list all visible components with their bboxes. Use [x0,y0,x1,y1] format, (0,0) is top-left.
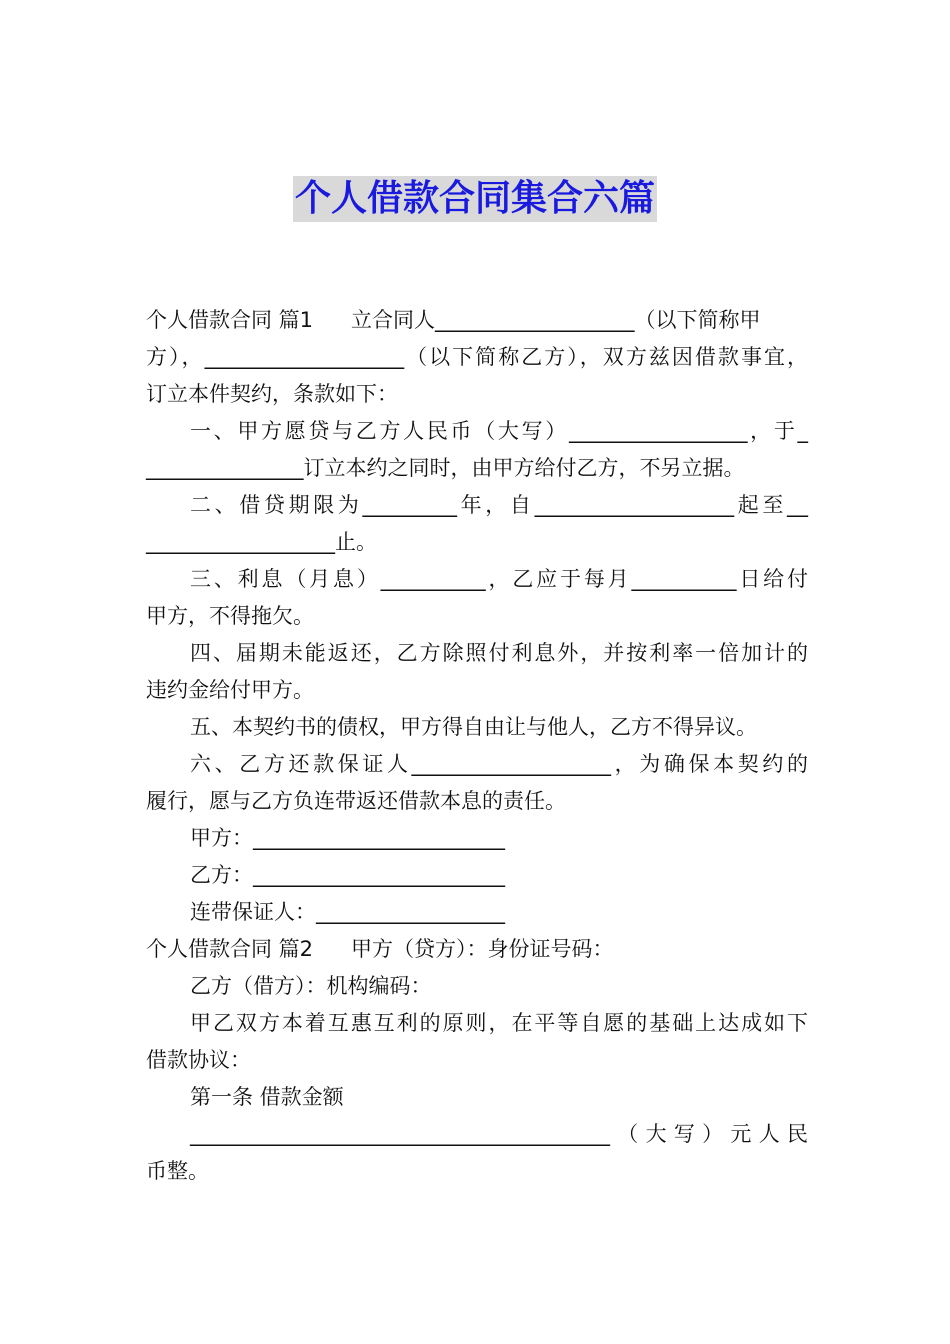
paragraph-line: 三、利息（月息）__________，乙应于每月__________日给付 [190,567,808,591]
paragraph-line: __________________止。 [146,530,377,554]
paragraph-line: 履行，愿与乙方负连带返还借款本息的责任。 [146,789,566,813]
paragraph-line: 币整。 [146,1159,209,1183]
paragraph-line: 违约金给付甲方。 [146,678,314,702]
paragraph-line [146,302,808,339]
title-container [0,176,950,222]
paragraph-line: 五、本契约书的债权，甲方得自由让与他人，乙方不得异议。 [190,715,757,739]
lender-info-text: 甲方（贷方）：身份证号码： [351,937,614,961]
contract-parties-text: 立合同人___________________（以下简称甲 [351,308,761,332]
paragraph-line: 方），___________________（以下简称乙方），双方兹因借款事宜， [146,345,808,369]
paragraph-line: 乙方（借方）：机构编码： [190,974,432,998]
paragraph-line: 甲乙双方本着互惠互利的原则，在平等自愿的基础上达成如下 [190,1011,808,1035]
section-heading-1: 个人借款合同 篇1 [146,308,314,332]
signature-guarantor: 连带保证人：__________________ [190,900,505,924]
paragraph-line: ________________________________________（大写）元人民 [190,1122,808,1146]
document-title: 个人借款合同集合六篇 [293,176,657,222]
paragraph-line: 四、届期未能返还，乙方除照付利息外，并按利率一倍加计的 [190,641,808,665]
paragraph-line: 甲方，不得拖欠。 [146,604,314,628]
paragraph-line: _______________订立本约之同时，由甲方给付乙方，不另立据。 [146,456,745,480]
paragraph-line: 借款协议： [146,1048,251,1072]
paragraph-line: 六、乙方还款保证人___________________，为确保本契约的 [190,752,808,776]
signature-party-a: 甲方：________________________ [190,826,505,850]
paragraph-line: 二、借贷期限为_________年，自___________________起至__ [190,493,808,517]
signature-party-b: 乙方：________________________ [190,863,505,887]
paragraph-line: 订立本件契约，条款如下： [146,382,398,406]
document-body [146,302,808,1190]
paragraph-line [146,931,808,968]
paragraph-line: 一、甲方愿贷与乙方人民币（大写）_________________，于_ [190,419,808,443]
section-heading-2: 个人借款合同 篇2 [146,937,314,961]
article-heading: 第一条 借款金额 [190,1085,344,1109]
